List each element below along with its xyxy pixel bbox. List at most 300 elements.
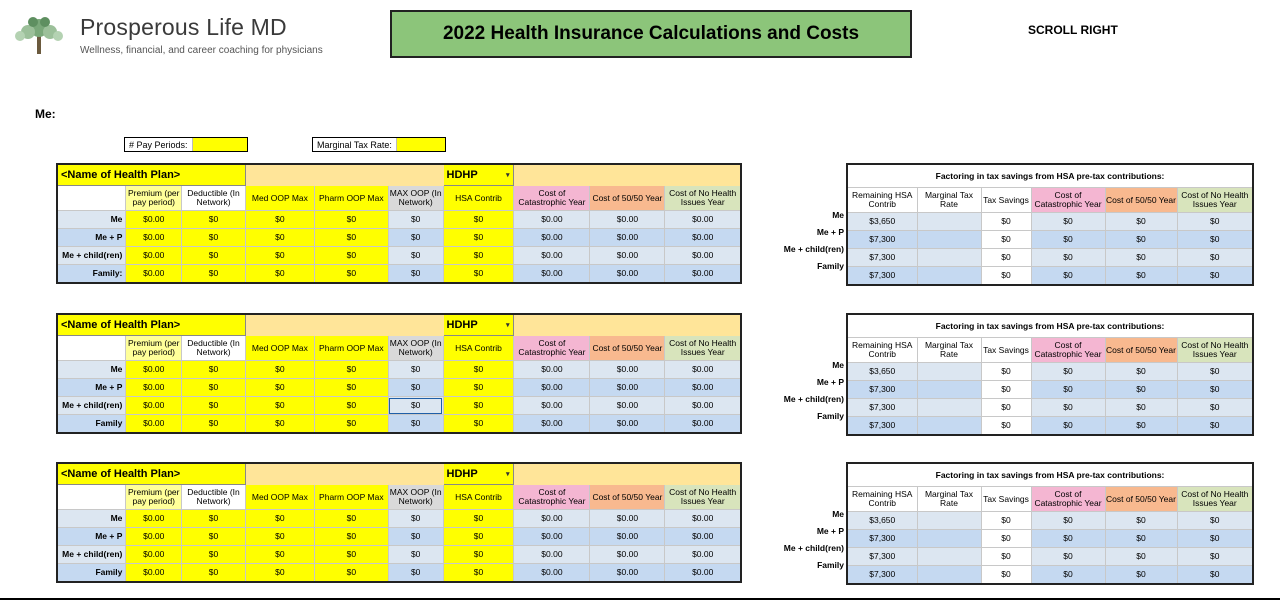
tax-table-cell[interactable]: $0 <box>1031 381 1105 399</box>
plan-name-cell[interactable]: <Name of Health Plan> <box>57 314 245 336</box>
table-cell[interactable]: $0.00 <box>665 546 741 564</box>
tax-table-cell[interactable]: $7,300 <box>847 417 917 436</box>
table-cell[interactable]: $0 <box>314 265 388 284</box>
marginal-tax-rate-value[interactable] <box>397 138 445 151</box>
tax-table-cell[interactable]: $0 <box>981 267 1031 286</box>
table-cell[interactable]: $0.00 <box>514 247 590 265</box>
table-cell[interactable]: $0 <box>388 211 443 229</box>
column-header: Cost of 50/50 Year <box>590 186 665 211</box>
table-cell[interactable]: $0.00 <box>665 247 741 265</box>
plan-table <box>56 462 742 583</box>
tax-table-cell[interactable]: $0 <box>1031 249 1105 267</box>
tax-table-cell[interactable]: $0 <box>1105 417 1177 436</box>
tax-column-header: Tax Savings <box>981 338 1031 363</box>
tax-column-header: Cost of 50/50 Year <box>1105 487 1177 512</box>
table-cell[interactable]: $0.00 <box>126 211 182 229</box>
tax-row-label: Family <box>817 411 844 421</box>
table-cell[interactable]: $0.00 <box>514 397 590 415</box>
tax-table-cell[interactable]: $0 <box>1177 249 1253 267</box>
tax-row-label: Me <box>832 210 844 220</box>
table-cell[interactable]: $0 <box>314 229 388 247</box>
row-label: Me <box>57 361 126 379</box>
table-cell[interactable]: $0 <box>443 265 514 284</box>
table-row <box>57 229 741 247</box>
table-cell[interactable]: $0.00 <box>514 528 590 546</box>
tax-table-cell[interactable]: $0 <box>1177 512 1253 530</box>
table-cell[interactable]: $0 <box>443 397 514 415</box>
tax-table-cell[interactable]: $0 <box>981 512 1031 530</box>
plan-type-dropdown[interactable] <box>443 314 514 336</box>
tax-table-cell[interactable] <box>917 231 981 249</box>
plan-table <box>56 163 742 284</box>
tax-savings-table <box>846 163 1254 286</box>
column-header: Med OOP Max <box>245 485 314 510</box>
brand-name: Prosperous Life MD <box>80 14 287 40</box>
tax-column-header: Remaining HSA Contrib <box>847 188 917 213</box>
tax-table-cell[interactable] <box>917 548 981 566</box>
table-cell[interactable]: $0 <box>443 564 514 583</box>
table-cell[interactable]: $0.00 <box>590 265 665 284</box>
tax-row-label: Me + child(ren) <box>783 543 844 553</box>
column-header: MAX OOP (In Network) <box>388 186 443 211</box>
table-cell[interactable]: $0.00 <box>126 247 182 265</box>
tax-table-cell[interactable]: $0 <box>1105 530 1177 548</box>
column-header: Premium (per pay period) <box>126 336 182 361</box>
tax-table-cell[interactable]: $7,300 <box>847 381 917 399</box>
plan-type-dropdown[interactable] <box>443 463 514 485</box>
column-header: Pharm OOP Max <box>314 186 388 211</box>
table-cell[interactable]: $0.00 <box>514 546 590 564</box>
tax-row-label: Me <box>832 360 844 370</box>
row-label: Me + child(ren) <box>57 397 126 415</box>
tax-table-cell[interactable]: $0 <box>981 213 1031 231</box>
column-header: Med OOP Max <box>245 186 314 211</box>
table-cell[interactable]: $0 <box>388 528 443 546</box>
row-label: Family <box>57 415 126 434</box>
row-label: Me + child(ren) <box>57 247 126 265</box>
table-row <box>57 546 741 564</box>
column-header: Cost of Catastrophic Year <box>514 336 590 361</box>
table-cell[interactable]: $0 <box>443 361 514 379</box>
tax-table-cell[interactable]: $0 <box>1031 417 1105 436</box>
table-cell[interactable]: $0 <box>182 546 246 564</box>
page-title-text: 2022 Health Insurance Calculations and Costs <box>442 23 860 44</box>
table-cell[interactable]: $0.00 <box>126 397 182 415</box>
table-cell[interactable]: $0 <box>388 379 443 397</box>
tax-table-cell[interactable]: $0 <box>981 381 1031 399</box>
table-cell[interactable]: $0 <box>314 397 388 415</box>
tax-table-cell[interactable]: $0 <box>1105 566 1177 585</box>
table-cell[interactable]: $0 <box>388 361 443 379</box>
tax-row-label: Me + P <box>816 227 844 237</box>
tax-table-cell[interactable]: $0 <box>1105 363 1177 381</box>
table-cell[interactable]: $0.00 <box>590 229 665 247</box>
table-row <box>57 510 741 528</box>
tax-table-cell[interactable]: $0 <box>1105 512 1177 530</box>
tax-row-label: Family <box>817 560 844 570</box>
table-cell[interactable]: $0 <box>245 211 314 229</box>
table-cell[interactable]: $0 <box>182 415 246 434</box>
tax-table-cell[interactable] <box>917 363 981 381</box>
tax-column-header: Remaining HSA Contrib <box>847 338 917 363</box>
table-cell[interactable]: $0.00 <box>514 415 590 434</box>
tax-table-cell[interactable]: $7,300 <box>847 249 917 267</box>
tax-table-cell[interactable]: $7,300 <box>847 231 917 249</box>
column-header: HSA Contrib <box>443 186 514 211</box>
tax-table-row <box>847 548 1253 566</box>
dropdown-arrow-icon[interactable]: ▾ <box>505 171 510 179</box>
row-label: Family <box>57 564 126 583</box>
tax-table-cell[interactable]: $0 <box>1031 363 1105 381</box>
row-label: Me + child(ren) <box>57 546 126 564</box>
marginal-tax-rate-input[interactable] <box>312 137 446 152</box>
table-cell[interactable]: $0 <box>245 564 314 583</box>
tax-column-header: Cost of 50/50 Year <box>1105 338 1177 363</box>
plan-header-fill <box>514 314 741 336</box>
table-cell[interactable]: $0 <box>245 397 314 415</box>
table-cell[interactable]: $0 <box>314 379 388 397</box>
table-cell[interactable]: $0 <box>182 528 246 546</box>
row-label: Me <box>57 211 126 229</box>
tax-table-cell[interactable]: $0 <box>1177 267 1253 286</box>
tax-table-cell[interactable]: $0 <box>1031 399 1105 417</box>
tax-table-row <box>847 566 1253 585</box>
column-header: Cost of 50/50 Year <box>590 485 665 510</box>
tax-table-cell[interactable]: $7,300 <box>847 399 917 417</box>
tax-table-row <box>847 231 1253 249</box>
table-cell[interactable]: $0 <box>314 361 388 379</box>
table-cell[interactable]: $0.00 <box>514 564 590 583</box>
header-corner <box>57 485 126 510</box>
table-cell[interactable]: $0 <box>388 546 443 564</box>
tax-table-cell[interactable]: $7,300 <box>847 267 917 286</box>
table-cell[interactable]: $0 <box>182 247 246 265</box>
pay-periods-label: # Pay Periods: <box>125 138 193 151</box>
dropdown-arrow-icon[interactable]: ▾ <box>505 470 510 478</box>
table-cell[interactable]: $0.00 <box>126 546 182 564</box>
table-cell[interactable]: $0 <box>245 361 314 379</box>
table-cell[interactable]: $0 <box>314 510 388 528</box>
table-cell[interactable]: $0.00 <box>590 379 665 397</box>
tax-table-row <box>847 249 1253 267</box>
tax-table-cell[interactable]: $0 <box>981 363 1031 381</box>
tax-row-label: Me <box>832 509 844 519</box>
table-cell[interactable]: $0.00 <box>126 510 182 528</box>
tax-table-row <box>847 530 1253 548</box>
table-row <box>57 379 741 397</box>
table-cell[interactable]: $0.00 <box>126 265 182 284</box>
plan-name-cell[interactable]: <Name of Health Plan> <box>57 463 245 485</box>
tax-column-header: Tax Savings <box>981 188 1031 213</box>
table-cell[interactable]: $0 <box>443 247 514 265</box>
table-cell[interactable]: $0 <box>443 211 514 229</box>
tax-column-header: Cost of Catastrophic Year <box>1031 188 1105 213</box>
tax-table-cell[interactable]: $3,650 <box>847 213 917 231</box>
tax-table-cell[interactable] <box>917 530 981 548</box>
marginal-tax-rate-label: Marginal Tax Rate: <box>313 138 397 151</box>
tax-table-cell[interactable] <box>917 249 981 267</box>
table-cell[interactable]: $0 <box>314 247 388 265</box>
table-row <box>57 397 741 415</box>
plan-type-value: HDHP <box>446 467 478 480</box>
table-cell[interactable]: $0 <box>314 211 388 229</box>
tax-table-cell[interactable]: $0 <box>1105 399 1177 417</box>
table-cell[interactable]: $0 <box>245 546 314 564</box>
table-cell[interactable]: $0 <box>443 546 514 564</box>
table-cell[interactable]: $0.00 <box>126 379 182 397</box>
table-cell[interactable]: $0 <box>245 247 314 265</box>
tax-table-cell[interactable]: $0 <box>1177 381 1253 399</box>
table-cell[interactable]: $0 <box>388 229 443 247</box>
table-cell[interactable]: $0.00 <box>126 528 182 546</box>
column-header: Cost of 50/50 Year <box>590 336 665 361</box>
tax-column-header: Marginal Tax Rate <box>917 188 981 213</box>
table-cell[interactable]: $0.00 <box>514 229 590 247</box>
table-cell[interactable]: $0.00 <box>590 361 665 379</box>
tax-table-cell[interactable]: $0 <box>1105 548 1177 566</box>
tax-savings-table <box>846 462 1254 585</box>
tax-table-cell[interactable]: $0 <box>1031 213 1105 231</box>
plan-header-fill <box>514 164 741 186</box>
table-cell[interactable]: $0 <box>388 564 443 583</box>
tax-table-row <box>847 399 1253 417</box>
tax-table-cell[interactable]: $0 <box>1105 249 1177 267</box>
tax-table-cell[interactable]: $7,300 <box>847 548 917 566</box>
tax-column-header: Remaining HSA Contrib <box>847 487 917 512</box>
tax-table-cell[interactable]: $0 <box>981 548 1031 566</box>
table-row <box>57 528 741 546</box>
column-header: Deductible (In Network) <box>182 336 246 361</box>
column-header: Cost of Catastrophic Year <box>514 186 590 211</box>
tax-column-header: Cost of 50/50 Year <box>1105 188 1177 213</box>
table-cell[interactable]: $0 <box>245 415 314 434</box>
tax-row-label: Me + P <box>816 526 844 536</box>
tax-table-cell[interactable]: $0 <box>1031 530 1105 548</box>
tax-table-cell[interactable]: $0 <box>1105 231 1177 249</box>
tax-column-header: Cost of No Health Issues Year <box>1177 487 1253 512</box>
tax-table-cell[interactable]: $0 <box>1031 512 1105 530</box>
table-cell[interactable]: $0 <box>314 415 388 434</box>
tax-table-row <box>847 417 1253 436</box>
table-cell[interactable]: $0 <box>388 397 443 415</box>
plan-name-cell[interactable]: <Name of Health Plan> <box>57 164 245 186</box>
table-cell[interactable]: $0.00 <box>126 361 182 379</box>
table-cell[interactable]: $0.00 <box>514 265 590 284</box>
table-cell[interactable]: $0 <box>388 247 443 265</box>
table-cell[interactable]: $0 <box>245 528 314 546</box>
sheet-bottom-border <box>0 598 1280 600</box>
table-cell[interactable]: $0.00 <box>590 546 665 564</box>
column-header: Med OOP Max <box>245 336 314 361</box>
tax-table-cell[interactable]: $0 <box>1031 231 1105 249</box>
table-cell[interactable]: $0.00 <box>665 211 741 229</box>
column-header: Pharm OOP Max <box>314 336 388 361</box>
table-cell[interactable]: $0.00 <box>665 510 741 528</box>
table-cell[interactable]: $0 <box>245 379 314 397</box>
table-cell[interactable]: $0.00 <box>126 415 182 434</box>
column-header: MAX OOP (In Network) <box>388 336 443 361</box>
table-cell[interactable]: $0 <box>314 546 388 564</box>
pay-periods-input[interactable] <box>124 137 248 152</box>
table-cell[interactable]: $0.00 <box>590 528 665 546</box>
table-cell[interactable]: $0.00 <box>665 265 741 284</box>
table-cell[interactable]: $0 <box>388 415 443 434</box>
plan-type-value: HDHP <box>446 168 478 181</box>
table-cell[interactable]: $0.00 <box>590 397 665 415</box>
table-cell[interactable]: $0 <box>443 510 514 528</box>
tax-column-header: Cost of Catastrophic Year <box>1031 487 1105 512</box>
tax-table-cell[interactable] <box>917 399 981 417</box>
plan-name-fill <box>245 314 443 336</box>
column-header: Deductible (In Network) <box>182 485 246 510</box>
column-header: Cost of No Health Issues Year <box>665 485 741 510</box>
tax-table-cell[interactable]: $0 <box>981 399 1031 417</box>
table-cell[interactable]: $0.00 <box>126 229 182 247</box>
row-label: Me <box>57 510 126 528</box>
table-cell[interactable]: $0.00 <box>514 379 590 397</box>
tax-table-cell[interactable]: $0 <box>1031 267 1105 286</box>
tax-table-cell[interactable] <box>917 417 981 436</box>
table-cell[interactable]: $0 <box>314 564 388 583</box>
column-header: Cost of No Health Issues Year <box>665 186 741 211</box>
table-cell[interactable]: $0.00 <box>590 247 665 265</box>
tax-column-header: Cost of No Health Issues Year <box>1177 338 1253 363</box>
tax-table-cell[interactable] <box>917 381 981 399</box>
tax-table-cell[interactable]: $0 <box>1031 566 1105 585</box>
table-cell[interactable]: $0 <box>245 265 314 284</box>
tax-table-cell[interactable]: $0 <box>981 249 1031 267</box>
column-header: MAX OOP (In Network) <box>388 485 443 510</box>
tax-table-cell[interactable]: $0 <box>981 417 1031 436</box>
table-cell[interactable]: $0.00 <box>665 361 741 379</box>
table-cell[interactable]: $0 <box>245 510 314 528</box>
table-row <box>57 247 741 265</box>
tax-table-row <box>847 512 1253 530</box>
tax-table-cell[interactable]: $0 <box>1177 399 1253 417</box>
tax-table-cell[interactable]: $0 <box>1105 267 1177 286</box>
tax-table-cell[interactable]: $7,300 <box>847 566 917 585</box>
me-label: Me: <box>35 107 56 121</box>
table-cell[interactable]: $0 <box>245 229 314 247</box>
table-cell[interactable]: $0.00 <box>514 211 590 229</box>
table-cell[interactable]: $0 <box>443 528 514 546</box>
dropdown-arrow-icon[interactable]: ▾ <box>505 321 510 329</box>
header-corner <box>57 186 126 211</box>
plan-name-fill <box>245 164 443 186</box>
tax-table-row <box>847 381 1253 399</box>
tax-table-cell[interactable]: $0 <box>1177 566 1253 585</box>
tax-table-cell[interactable]: $0 <box>1105 381 1177 399</box>
tax-column-header: Marginal Tax Rate <box>917 487 981 512</box>
table-cell[interactable]: $0.00 <box>665 229 741 247</box>
tax-table-title: Factoring in tax savings from HSA pre-tax contributions: <box>847 314 1253 338</box>
column-header: Premium (per pay period) <box>126 485 182 510</box>
tax-table-cell[interactable] <box>917 566 981 585</box>
row-label: Me + P <box>57 528 126 546</box>
tax-table-cell[interactable] <box>917 213 981 231</box>
table-cell[interactable]: $0 <box>443 229 514 247</box>
column-header: Deductible (In Network) <box>182 186 246 211</box>
table-cell[interactable]: $0.00 <box>590 564 665 583</box>
tax-savings-table <box>846 313 1254 436</box>
table-cell[interactable]: $0 <box>182 265 246 284</box>
plan-type-value: HDHP <box>446 318 478 331</box>
table-row <box>57 211 741 229</box>
tax-table-cell[interactable]: $7,300 <box>847 530 917 548</box>
table-cell[interactable]: $0.00 <box>665 528 741 546</box>
plan-type-dropdown[interactable] <box>443 164 514 186</box>
tax-table-title: Factoring in tax savings from HSA pre-tax contributions: <box>847 164 1253 188</box>
table-row <box>57 361 741 379</box>
table-row <box>57 415 741 434</box>
tax-table-cell[interactable] <box>917 512 981 530</box>
column-header: HSA Contrib <box>443 336 514 361</box>
table-cell[interactable]: $0 <box>182 564 246 583</box>
tax-table-cell[interactable]: $3,650 <box>847 363 917 381</box>
table-cell[interactable]: $0 <box>182 379 246 397</box>
tax-table-cell[interactable] <box>917 267 981 286</box>
row-label: Me + P <box>57 379 126 397</box>
table-cell[interactable]: $0.00 <box>665 564 741 583</box>
table-cell[interactable]: $0.00 <box>514 361 590 379</box>
table-cell[interactable]: $0 <box>314 528 388 546</box>
pay-periods-value[interactable] <box>193 138 247 151</box>
table-cell[interactable]: $0 <box>182 510 246 528</box>
table-cell[interactable]: $0 <box>182 229 246 247</box>
table-cell[interactable]: $0 <box>182 397 246 415</box>
tax-table-cell[interactable]: $0 <box>1177 231 1253 249</box>
table-cell[interactable]: $0 <box>388 265 443 284</box>
column-header: Cost of No Health Issues Year <box>665 336 741 361</box>
table-cell[interactable]: $0.00 <box>126 564 182 583</box>
tax-table-cell[interactable]: $0 <box>1105 213 1177 231</box>
tax-table-cell[interactable]: $3,650 <box>847 512 917 530</box>
tax-table-cell[interactable]: $0 <box>1031 548 1105 566</box>
tax-table-cell[interactable]: $0 <box>1177 530 1253 548</box>
tax-table-cell[interactable]: $0 <box>981 566 1031 585</box>
table-cell[interactable]: $0 <box>388 510 443 528</box>
table-cell[interactable]: $0 <box>182 211 246 229</box>
row-label: Family: <box>57 265 126 284</box>
table-row <box>57 265 741 284</box>
table-cell[interactable]: $0.00 <box>665 397 741 415</box>
table-cell[interactable]: $0 <box>182 361 246 379</box>
tax-row-label: Me + P <box>816 377 844 387</box>
tax-table-cell[interactable]: $0 <box>981 231 1031 249</box>
tax-table-cell[interactable]: $0 <box>1177 548 1253 566</box>
table-cell[interactable]: $0.00 <box>665 379 741 397</box>
table-cell[interactable]: $0.00 <box>590 415 665 434</box>
tax-row-label: Me + child(ren) <box>783 394 844 404</box>
table-row <box>57 564 741 583</box>
column-header: HSA Contrib <box>443 485 514 510</box>
tax-table-cell[interactable]: $0 <box>1177 213 1253 231</box>
table-cell[interactable]: $0 <box>443 379 514 397</box>
tax-table-cell[interactable]: $0 <box>1177 363 1253 381</box>
tax-table-cell[interactable]: $0 <box>981 530 1031 548</box>
tax-column-header: Marginal Tax Rate <box>917 338 981 363</box>
table-cell[interactable]: $0 <box>443 415 514 434</box>
table-cell[interactable]: $0.00 <box>590 211 665 229</box>
table-cell[interactable]: $0.00 <box>665 415 741 434</box>
tax-table-cell[interactable]: $0 <box>1177 417 1253 436</box>
tax-column-header: Cost of Catastrophic Year <box>1031 338 1105 363</box>
table-cell[interactable]: $0.00 <box>514 510 590 528</box>
plan-table <box>56 313 742 434</box>
table-cell[interactable]: $0.00 <box>590 510 665 528</box>
column-header: Premium (per pay period) <box>126 186 182 211</box>
tax-column-header: Tax Savings <box>981 487 1031 512</box>
